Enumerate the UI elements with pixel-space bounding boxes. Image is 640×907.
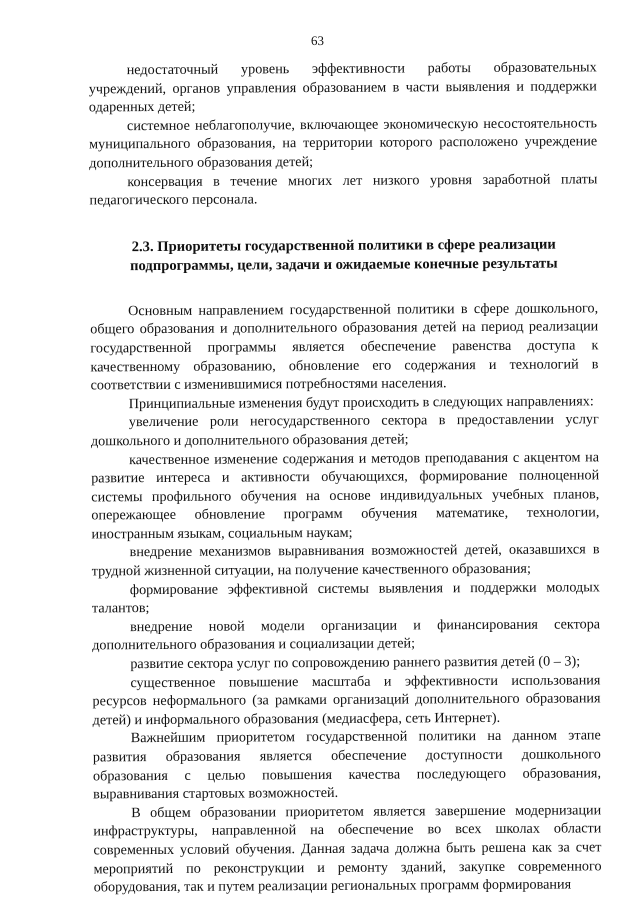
paragraph: недостаточный уровень эффективности работы образовательных учреждений, органов управления образованием в части выявления и поддержки одаренных детей; — [88, 59, 597, 116]
page-number: 63 — [310, 32, 325, 49]
paragraph: Важнейшим приоритетом государственной политики на данном этапе развития образования является обеспечение доступности дошкольного образования с целью повышения качества последующего образования, выравнивания стартовых возможностей. — [92, 727, 602, 803]
paragraph: системное неблагополучие, включающее экономическую несостоятельность муниципального образования, на территории которого расположено учреждение дополнительного образования детей; — [89, 115, 598, 172]
paragraph: развитие сектора услуг по сопровождению раннего развития детей (0 – 3); — [130, 653, 581, 673]
paragraph: увеличение роли негосударственного сектора в предоставлении услуг дошкольного и дополнительного образования детей; — [90, 411, 599, 450]
paragraph: внедрение механизмов выравнивания возможностей детей, оказавшихся в трудной жизненной ситуации, на получение качественного образования; — [91, 541, 600, 580]
paragraph: качественное изменение содержания и методов преподавания с акцентом на развитие интереса и активности обучающихся, формирование полноценной системы профильного обучения на основе индивидуальных учебных планов, опережающее обновление программ обучения математике, технологии, иностранным языкам, социальным наукам; — [91, 448, 600, 543]
paragraph: В общем образовании приоритетом является завершение модернизации инфраструктуры, направленной на обеспечение во всех школах области современных условий обучения. Данная задача должна быть решена как за счет мероприятий по реконструкции и ремонту зданий, закупке современного оборудования, так и путем реализации региональных программ формирования — [93, 802, 602, 896]
paragraph: существенное повышение масштаба и эффективности использования ресурсов неформального (за рамками организаций дополнительного образования детей) и информального образования (медиасфера, сеть Интернет). — [92, 671, 601, 729]
paragraph: формирование эффективной системы выявления и поддержки молодых талантов; — [91, 578, 600, 617]
paragraph: внедрение новой модели организации и финансирования сектора дополнительного образования и социализации детей; — [92, 616, 601, 654]
section-heading: 2.3. Приоритеты государственной политики в сфере реализации подпрограммы, цели, задачи и ожидаемые конечные результаты — [130, 236, 558, 274]
paragraph: Основным направлением государственной политики в сфере дошкольного, общего образования и дополнительного образования детей на период реализации государственной программы является обеспечение равенства доступа к качественному образованию, обновление его содержания и технологий в соответствии с изменившимися потребностями населения. — [90, 300, 599, 394]
paragraph: Принципиальные изменения будут происходить в следующих направлениях: — [128, 393, 594, 412]
paragraph: консервация в течение многих лет низкого уровня заработной платы педагогического персонала. — [89, 170, 598, 209]
document-body — [89, 58, 602, 897]
